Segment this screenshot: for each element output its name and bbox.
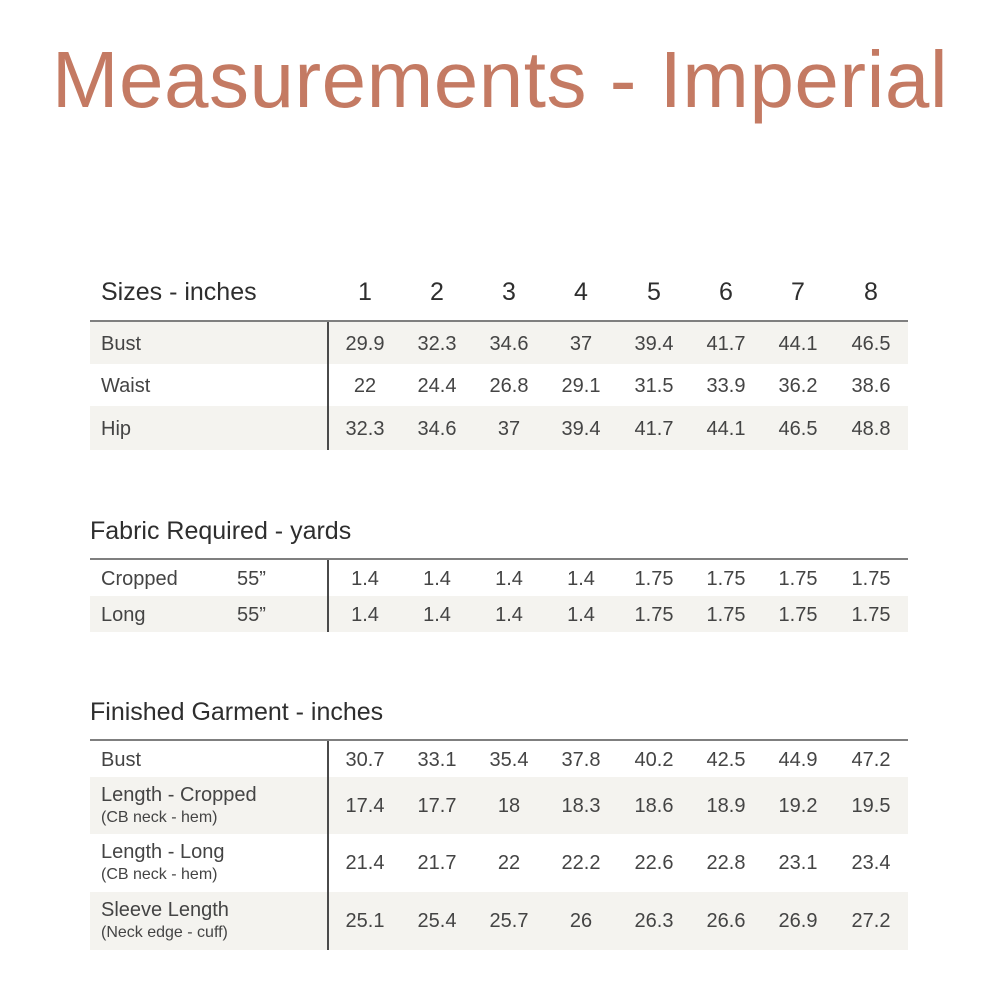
- table-row: [90, 322, 908, 364]
- size-col-6: 6: [719, 278, 733, 306]
- sizes-table-header: [90, 266, 908, 320]
- row-label: [101, 841, 224, 884]
- row-label: Long: [101, 604, 146, 626]
- table-row: [90, 741, 908, 777]
- table-cell: 1.4: [351, 568, 379, 590]
- table-cell: 46.5: [851, 333, 891, 355]
- fabric-width: 55”: [237, 604, 266, 626]
- row-label: [101, 899, 229, 942]
- table-cell: 1.4: [567, 568, 595, 590]
- size-col-3: 3: [502, 278, 516, 306]
- table-cell: 18.3: [561, 795, 601, 817]
- table-cell: 1.75: [706, 604, 746, 626]
- sizes-header-label: Sizes - inches: [101, 278, 257, 306]
- sizes-table: [90, 266, 908, 450]
- table-cell: 29.9: [345, 333, 385, 355]
- row-label: Hip: [101, 418, 132, 440]
- row-label-note: (Neck edge - cuff): [101, 924, 228, 941]
- table-cell: 22.2: [561, 852, 601, 874]
- table-cell: 29.1: [561, 375, 601, 397]
- table-cell: 35.4: [489, 749, 529, 771]
- table-cell: 1.4: [423, 568, 451, 590]
- table-cell: 40.2: [634, 749, 674, 771]
- page-title: Measurements - Imperial: [51, 35, 949, 124]
- row-label-main: Length - Cropped: [101, 784, 257, 806]
- table-cell: 1.4: [423, 604, 451, 626]
- finished-table-header: [90, 685, 908, 739]
- table-cell: 47.2: [851, 749, 891, 771]
- row-label: Cropped: [101, 568, 178, 590]
- size-col-7: 7: [791, 278, 805, 306]
- row-label: Waist: [101, 375, 151, 397]
- finished-section-title: Finished Garment - inches: [90, 698, 384, 726]
- table-cell: 26.9: [778, 910, 818, 932]
- row-label-main: Length - Long: [101, 841, 225, 863]
- table-cell: 1.75: [634, 568, 674, 590]
- table-cell: 26.8: [489, 375, 529, 397]
- fabric-section-title: Fabric Required - yards: [90, 517, 352, 545]
- table-cell: 27.2: [851, 910, 891, 932]
- row-label: Bust: [101, 333, 142, 355]
- table-cell: 1.4: [567, 604, 595, 626]
- table-cell: 1.75: [778, 568, 818, 590]
- table-cell: 48.8: [851, 418, 891, 440]
- size-col-4: 4: [574, 278, 588, 306]
- table-cell: 33.9: [706, 375, 746, 397]
- row-label-note: (CB neck - hem): [101, 809, 218, 826]
- table-row: [90, 596, 908, 632]
- row-label: Bust: [101, 749, 142, 771]
- table-cell: 22: [353, 375, 377, 397]
- table-row: [90, 406, 908, 450]
- table-cell: 26.3: [634, 910, 674, 932]
- table-cell: 22.8: [706, 852, 746, 874]
- table-cell: 23.4: [851, 852, 891, 874]
- table-cell: 25.1: [345, 910, 385, 932]
- fabric-width: 55”: [237, 568, 266, 590]
- table-cell: 1.75: [851, 604, 891, 626]
- table-cell: 18.6: [634, 795, 674, 817]
- table-cell: 46.5: [778, 418, 818, 440]
- table-cell: 32.3: [345, 418, 385, 440]
- table-cell: 1.75: [851, 568, 891, 590]
- table-row: [90, 892, 908, 950]
- table-cell: 19.2: [778, 795, 818, 817]
- table-cell: 34.6: [489, 333, 529, 355]
- table-cell: 1.75: [706, 568, 746, 590]
- table-cell: 44.1: [706, 418, 746, 440]
- table-row: [90, 560, 908, 596]
- table-cell: 25.7: [489, 910, 529, 932]
- table-cell: 1.4: [495, 604, 523, 626]
- size-col-5: 5: [647, 278, 661, 306]
- table-cell: 23.1: [778, 852, 818, 874]
- table-cell: 33.1: [417, 749, 457, 771]
- table-cell: 18.9: [706, 795, 746, 817]
- fabric-table-header: [90, 504, 908, 558]
- finished-garment-table: [90, 685, 908, 950]
- row-label-main: Sleeve Length: [101, 899, 229, 921]
- table-cell: 30.7: [345, 749, 385, 771]
- size-col-8: 8: [864, 278, 878, 306]
- table-cell: 34.6: [417, 418, 457, 440]
- fabric-table: [90, 504, 908, 632]
- table-cell: 1.4: [495, 568, 523, 590]
- table-cell: 24.4: [417, 375, 457, 397]
- table-cell: 1.4: [351, 604, 379, 626]
- table-row: [90, 834, 908, 892]
- table-cell: 44.1: [778, 333, 818, 355]
- table-cell: 17.7: [417, 795, 457, 817]
- table-cell: 37: [569, 333, 593, 355]
- table-cell: 1.75: [778, 604, 818, 626]
- table-cell: 21.7: [417, 852, 457, 874]
- row-label-note: (CB neck - hem): [101, 866, 218, 883]
- table-cell: 26: [569, 910, 593, 932]
- table-row: [90, 777, 908, 834]
- table-cell: 44.9: [778, 749, 818, 771]
- table-cell: 37.8: [561, 749, 601, 771]
- table-cell: 22: [497, 852, 521, 874]
- table-cell: 22.6: [634, 852, 674, 874]
- table-cell: 38.6: [851, 375, 891, 397]
- table-cell: 31.5: [634, 375, 674, 397]
- table-row: [90, 364, 908, 406]
- table-cell: 36.2: [778, 375, 818, 397]
- row-label: [101, 784, 257, 827]
- table-cell: 25.4: [417, 910, 457, 932]
- table-cell: 1.75: [634, 604, 674, 626]
- table-cell: 19.5: [851, 795, 891, 817]
- table-cell: 32.3: [417, 333, 457, 355]
- size-col-1: 1: [358, 278, 372, 306]
- table-cell: 41.7: [706, 333, 746, 355]
- table-cell: 18: [497, 795, 521, 817]
- table-cell: 26.6: [706, 910, 746, 932]
- table-cell: 17.4: [345, 795, 385, 817]
- size-col-2: 2: [430, 278, 444, 306]
- table-cell: 21.4: [345, 852, 385, 874]
- table-cell: 42.5: [706, 749, 746, 771]
- table-cell: 39.4: [634, 333, 674, 355]
- table-cell: 37: [497, 418, 521, 440]
- table-cell: 39.4: [561, 418, 601, 440]
- table-cell: 41.7: [634, 418, 674, 440]
